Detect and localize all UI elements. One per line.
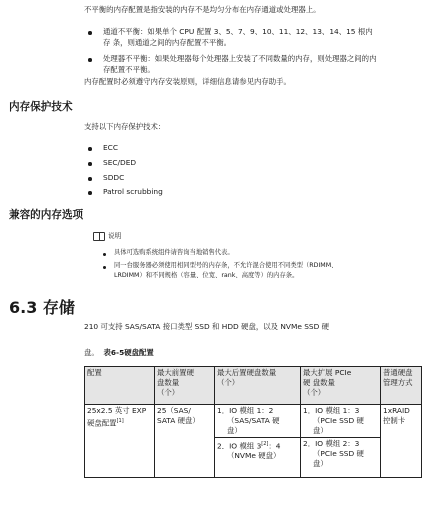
intro-text: 不平衡的内存配置是指安装的内存不是均匀分布在内存通道或处理器上。 (84, 5, 321, 14)
note-bullet-dot (103, 253, 106, 256)
cell-pcie-2: 2．IO 模组 2：3 （PCIe SSD 硬 盘） (301, 438, 381, 478)
note-line-2b: LRDIMM）和不同规格（容量、位宽、rank、高度等）的内存条。 (114, 272, 299, 279)
note-bullet-dot (103, 266, 106, 269)
bullet-channel-line-1: 通道不平衡：如果单个 CPU 配置 3、5、7、9、10、11、12、13、14、15 根内 (103, 27, 373, 36)
cell-rear-2: 2．IO 模组 3[2]：4 （NVMe 硬盘） (215, 438, 301, 478)
cell-config: 25x2.5 英寸 EXP 硬盘配置[1] (85, 405, 155, 438)
note-line-2a: 同一台服务器必须使用相同型号的内存条，不允许混合使用不同类型（RDIMM、 (114, 262, 338, 269)
header-config: 配置 (85, 367, 155, 405)
bullet-dot (88, 31, 92, 35)
intro-closing: 内存配置时必须遵守内存安装原则，详细信息请参见内存助手。 (84, 77, 291, 86)
memory-protection-intro: 支持以下内存保护技术： (84, 122, 166, 131)
note-label: 说明 (108, 232, 122, 240)
cell-management-cont (381, 438, 422, 478)
table-row (85, 405, 422, 438)
bullet-dot (88, 147, 92, 151)
note-line-1: 具体可选购系统组件请咨询当地销售代表。 (114, 249, 234, 256)
bullet-dot (88, 177, 92, 181)
bullet-processor-line-1: 处理器不平衡：如果处理器每个处理器上安装了不同数量的内存，则处理器之间的内 (103, 54, 377, 63)
bullet-dot (88, 162, 92, 166)
header-max-front: 最大前置硬 盘数量 （个） (155, 367, 215, 405)
protection-item-sddc: SDDC (103, 173, 125, 182)
bullet-dot (88, 58, 92, 62)
cell-pcie-1: 1．IO 模组 1：3 （PCIe SSD 硬 盘） (301, 405, 381, 438)
bullet-dot (88, 191, 92, 195)
cell-rear-1: 1．IO 模组 1：2 （SAS/SATA 硬 盘） (215, 405, 301, 438)
bullet-processor-line-2: 存配置不平衡。 (103, 65, 155, 74)
disk-config-table (84, 366, 422, 478)
header-max-rear: 最大后置硬盘数量 （个） (215, 367, 301, 405)
table-row (85, 438, 422, 478)
note-book-icon (93, 232, 105, 241)
storage-desc-line-2: 盘。 表6-5硬盘配置 (84, 348, 154, 357)
cell-front-cont (155, 438, 215, 478)
storage-heading: 6.3 存储 (9, 298, 75, 317)
storage-description: 210 可支持 SAS/SATA 接口类型 SSD 和 HDD 硬盘，以及 NVMe SSD 硬 (84, 322, 330, 331)
bullet-channel-line-2: 存 条，则通道之间的内存配置不平衡。 (103, 38, 231, 47)
table-caption: 表6-5硬盘配置 (103, 348, 154, 357)
header-max-pcie: 最大扩展 PCIe 硬 盘数量 （个） (301, 367, 381, 405)
header-management: 普通硬盘 管理方式 (381, 367, 422, 405)
protection-item-sec-ded: SEC/DED (103, 158, 137, 167)
protection-item-patrol-scrubbing: Patrol scrubbing (103, 187, 163, 196)
cell-front: 25（SAS/ SATA 硬盘） (155, 405, 215, 438)
compatible-heading: 兼容的内存选项 (9, 209, 84, 221)
memory-protection-heading: 内存保护技术 (9, 101, 73, 113)
cell-config-cont (85, 438, 155, 478)
cell-management: 1xRAID 控制卡 (381, 405, 422, 438)
protection-item-ecc: ECC (103, 143, 118, 152)
table-header-row (85, 367, 422, 405)
